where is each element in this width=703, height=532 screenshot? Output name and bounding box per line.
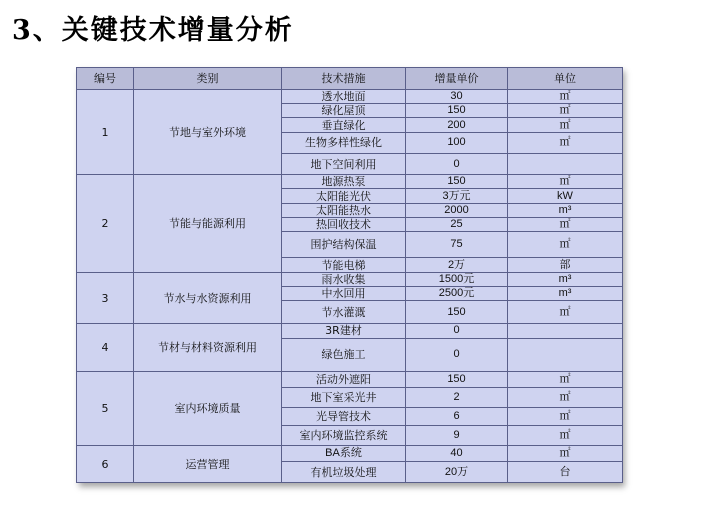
row-unit: ㎡ <box>508 301 623 324</box>
row-measure: 地源热泵 <box>282 175 406 189</box>
row-measure: 节水灌溉 <box>282 301 406 324</box>
row-measure: 雨水收集 <box>282 272 406 286</box>
row-unit: ㎡ <box>508 175 623 189</box>
row-price: 150 <box>406 104 508 118</box>
row-price: 2500元 <box>406 286 508 300</box>
row-measure: 垂直绿化 <box>282 118 406 132</box>
table-container <box>76 67 622 483</box>
row-unit: ㎡ <box>508 372 623 388</box>
row-price: 75 <box>406 232 508 258</box>
row-unit: kW <box>508 189 623 203</box>
row-measure: 围护结构保温 <box>282 232 406 258</box>
row-measure: BA系统 <box>282 446 406 462</box>
row-price: 0 <box>406 338 508 372</box>
row-measure: 中水回用 <box>282 286 406 300</box>
row-category: 室内环境质量 <box>134 372 282 446</box>
row-price: 0 <box>406 324 508 338</box>
row-unit: ㎡ <box>508 388 623 407</box>
row-unit: ㎡ <box>508 446 623 462</box>
row-price: 2000 <box>406 203 508 217</box>
row-price: 9 <box>406 425 508 445</box>
row-price: 0 <box>406 153 508 174</box>
row-price: 30 <box>406 90 508 104</box>
row-number: 1 <box>77 90 134 175</box>
row-price: 100 <box>406 132 508 153</box>
row-unit: ㎡ <box>508 118 623 132</box>
row-unit: 台 <box>508 462 623 483</box>
row-measure: 绿化屋顶 <box>282 104 406 118</box>
row-number: 4 <box>77 324 134 372</box>
header-measure: 技术措施 <box>282 68 406 90</box>
row-measure: 太阳能热水 <box>282 203 406 217</box>
row-category: 节水与水资源利用 <box>134 272 282 324</box>
row-unit: 部 <box>508 258 623 272</box>
row-unit: ㎡ <box>508 90 623 104</box>
row-measure: 地下室采光井 <box>282 388 406 407</box>
row-price: 1500元 <box>406 272 508 286</box>
row-number: 2 <box>77 175 134 272</box>
row-category: 节能与能源利用 <box>134 175 282 272</box>
row-measure: 太阳能光伏 <box>282 189 406 203</box>
row-measure: 生物多样性绿化 <box>282 132 406 153</box>
row-measure: 有机垃圾处理 <box>282 462 406 483</box>
row-unit: ㎡ <box>508 132 623 153</box>
header-unit: 单位 <box>508 68 623 90</box>
row-unit: ㎡ <box>508 407 623 425</box>
row-price: 150 <box>406 301 508 324</box>
row-unit: m³ <box>508 272 623 286</box>
row-measure: 热回收技术 <box>282 217 406 231</box>
row-unit: ㎡ <box>508 217 623 231</box>
table-row <box>77 372 623 388</box>
row-unit: ㎡ <box>508 425 623 445</box>
table-row <box>77 90 623 104</box>
table-row <box>77 324 623 338</box>
header-row <box>77 68 623 90</box>
row-measure: 光导管技术 <box>282 407 406 425</box>
row-unit: m³ <box>508 286 623 300</box>
table-row <box>77 272 623 286</box>
row-measure: 地下空间利用 <box>282 153 406 174</box>
row-price: 150 <box>406 175 508 189</box>
header-category: 类别 <box>134 68 282 90</box>
row-measure: 室内环境监控系统 <box>282 425 406 445</box>
row-price: 3万元 <box>406 189 508 203</box>
row-unit: ㎡ <box>508 232 623 258</box>
row-category: 运营管理 <box>134 446 282 483</box>
row-number: 3 <box>77 272 134 324</box>
row-category: 节材与材料资源利用 <box>134 324 282 372</box>
incremental-cost-table <box>76 67 623 483</box>
row-category: 节地与室外环境 <box>134 90 282 175</box>
row-price: 25 <box>406 217 508 231</box>
page-title: 3、关键技术增量分析 <box>12 15 294 46</box>
row-price: 6 <box>406 407 508 425</box>
row-unit <box>508 324 623 338</box>
table-row <box>77 175 623 189</box>
row-price: 150 <box>406 372 508 388</box>
row-measure: 3R建材 <box>282 324 406 338</box>
row-number: 5 <box>77 372 134 446</box>
row-price: 2 <box>406 388 508 407</box>
row-unit <box>508 338 623 372</box>
row-price: 2万 <box>406 258 508 272</box>
row-price: 20万 <box>406 462 508 483</box>
row-measure: 活动外遮阳 <box>282 372 406 388</box>
row-unit: ㎡ <box>508 104 623 118</box>
row-price: 40 <box>406 446 508 462</box>
row-measure: 绿色施工 <box>282 338 406 372</box>
header-price: 增量单价 <box>406 68 508 90</box>
row-number: 6 <box>77 446 134 483</box>
table-row <box>77 446 623 462</box>
row-measure: 节能电梯 <box>282 258 406 272</box>
row-measure: 透水地面 <box>282 90 406 104</box>
row-unit: m³ <box>508 203 623 217</box>
row-unit <box>508 153 623 174</box>
row-price: 200 <box>406 118 508 132</box>
header-no: 编号 <box>77 68 134 90</box>
